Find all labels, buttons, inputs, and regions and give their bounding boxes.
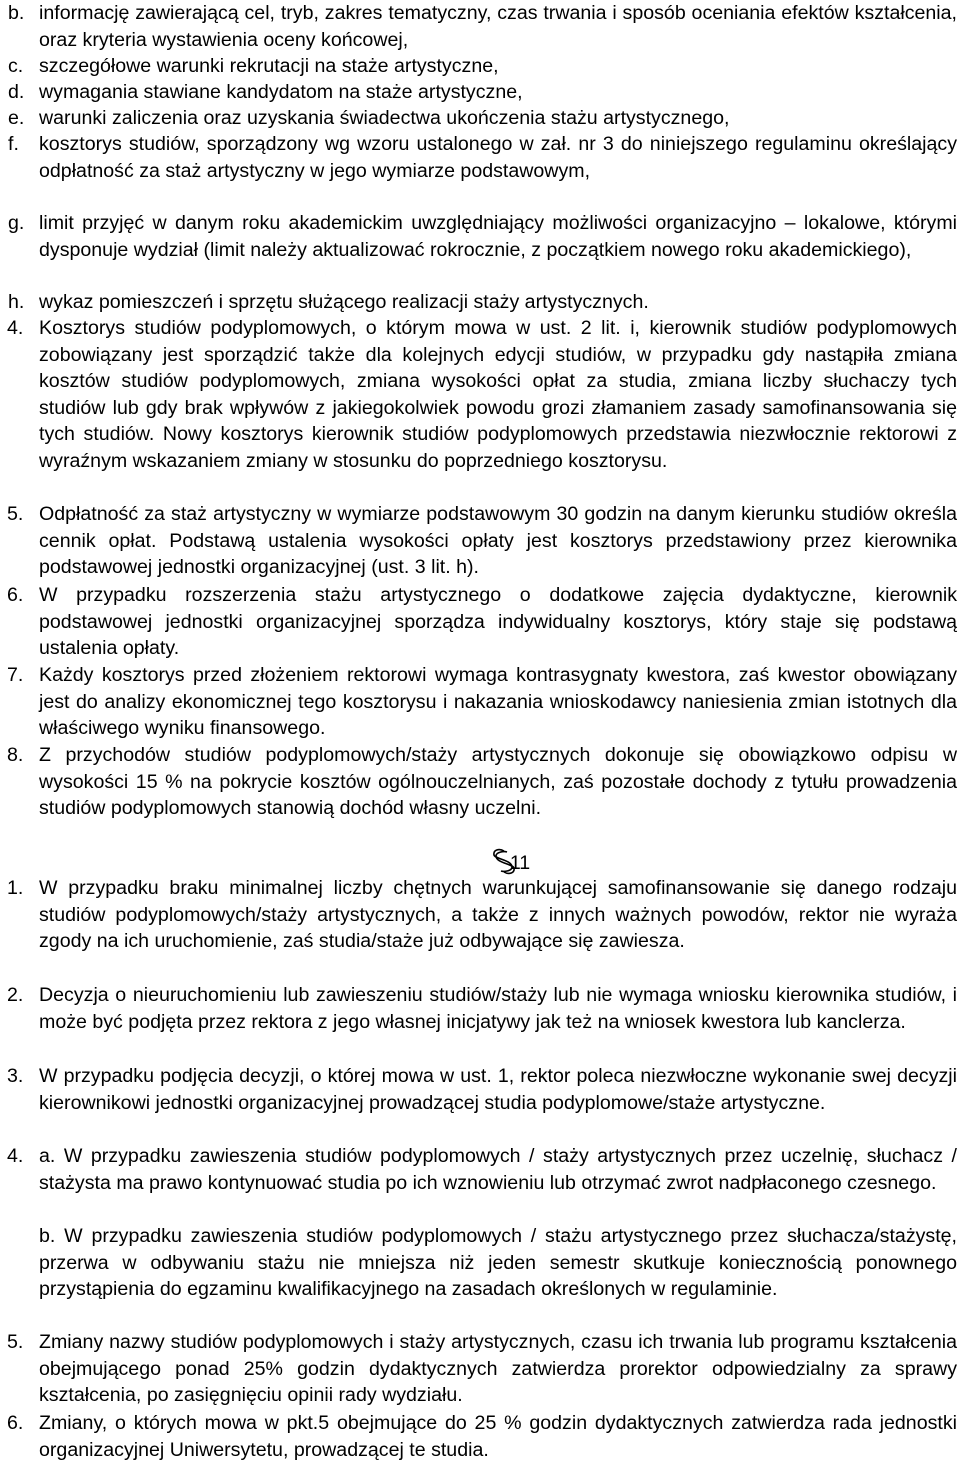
item-text: Decyzja o nieuruchomieniu lub zawieszeniu studiów/staży lub nie wymaga wniosku kierownika studiów, i może być podjęta przez rektora z jego własnej inicjatywy jak też na wniosek kwestora lub kanclerza. <box>39 984 957 1033</box>
list-item-4a <box>0 1143 960 1223</box>
list-item-e <box>0 105 960 132</box>
list-item-6b <box>0 1410 960 1464</box>
item-label: b. <box>8 2 25 24</box>
item-label: e. <box>8 107 25 129</box>
item-label: 4. <box>7 1145 24 1167</box>
list-item-6 <box>0 582 960 662</box>
item-text: Zmiany nazwy studiów podyplomowych i staży artystycznych, czasu ich trwania lub programu kształcenia obejmującego ponad 25% godzin dydaktycznych zatwierdza prorektor odpowiedzialny za sprawy kształcenia, po zasięgnięciu opinii rady wydziału. <box>39 1331 957 1406</box>
item-label: 3. <box>7 1065 24 1087</box>
item-label: 8. <box>7 744 24 766</box>
list-item-h <box>0 289 960 316</box>
item-label: 6. <box>7 1412 24 1434</box>
list-item-b <box>0 0 960 54</box>
item-label: c. <box>8 55 24 77</box>
item-text: a. W przypadku zawieszenia studiów podyplomowych / staży artystycznych przez uczelnię, słuchacz / stażysta ma prawo kontynuować studia po ich wznowieniu lub otrzymać zwrot nadpłaconego czesnego. <box>39 1145 957 1194</box>
list-item-g <box>0 210 960 290</box>
list-item-2 <box>0 982 960 1062</box>
list-item-1 <box>0 875 960 982</box>
list-item-5b <box>0 1329 960 1409</box>
list-item-3 <box>0 1063 960 1143</box>
item-text: Zmiany, o których mowa w pkt.5 obejmujące do 25 % godzin dydaktycznych zatwierdza rada jednostki organizacyjnej Uniwersytetu, prowadzącej te studia. <box>39 1412 957 1461</box>
list-item-8 <box>0 742 960 822</box>
list-item-7 <box>0 662 960 742</box>
item-text: wymagania stawiane kandydatom na staże artystyczne, <box>39 81 523 103</box>
item-text: Odpłatność za staż artystyczny w wymiarze podstawowym 30 godzin na danym kierunku studiów określa cennik opłat. Podstawą ustalenia wysokości opłaty jest kosztorys przedstawiony przez kierownika podstawowej jednostki organizacyjnej (ust. 3 lit. h). <box>39 503 957 578</box>
item-label: h. <box>8 291 25 313</box>
item-text: W przypadku podjęcia decyzji, o której mowa w ust. 1, rektor poleca niezwłoczne wykonanie swej decyzji kierownikowi jednostki organizacyjnej prowadzącej studia podyplomowe/staże artystyczne. <box>39 1065 957 1114</box>
item-text: Z przychodów studiów podyplomowych/staży artystycznych dokonuje się obowiązkowo odpisu w wysokości 15 % na pokrycie kosztów ogólnouczelnianych, zaś pozostałe dochody z tytułu prowadzenia studiów podyplomowych stanowią dochód własny uczelni. <box>39 744 957 819</box>
item-label: g. <box>8 212 25 234</box>
list-item-4 <box>0 315 960 501</box>
list-item-d <box>0 79 960 106</box>
item-text: szczegółowe warunki rekrutacji na staże artystyczne, <box>39 55 499 77</box>
list-item-f <box>0 131 960 211</box>
section-heading <box>0 850 960 877</box>
section-number: 11 <box>509 852 531 874</box>
item-label: f. <box>8 133 19 155</box>
list-item-5 <box>0 501 960 581</box>
item-text: warunki zaliczenia oraz uzyskania świadectwa ukończenia stażu artystycznego, <box>39 107 730 129</box>
item-text: W przypadku rozszerzenia stażu artystycznego o dodatkowe zajęcia dydaktyczne, kierownik podstawowej jednostki organizacyjnej sporządza indywidualny kosztorys, który staje się podstawą ustalenia opłaty. <box>39 584 957 659</box>
item-text: Każdy kosztorys przed złożeniem rektorowi wymaga kontrasygnaty kwestora, zaś kwestor obowiązany jest do analizy ekonomicznej tego kosztorysu i nakazania wnioskodawcy naniesienia zmian istotnych dla właściwego wyniku finansowego. <box>39 664 957 739</box>
item-label: 2. <box>7 984 24 1006</box>
item-label: 6. <box>7 584 24 606</box>
item-text: b. W przypadku zawieszenia studiów podyplomowych / stażu artystycznego przez słuchacza/stażystę, przerwa w odbywaniu stażu nie mniejsza niż jeden semestr skutkuje koniecznością ponownego przystąpienia do egzaminu kwalifikacyjnego na zasadach określonych w regulaminie. <box>39 1225 957 1300</box>
item-label: 1. <box>7 877 24 899</box>
list-item-4b <box>0 1223 960 1330</box>
item-label: 5. <box>7 503 24 525</box>
item-label: 5. <box>7 1331 24 1353</box>
item-label: d. <box>8 81 25 103</box>
item-text: wykaz pomieszczeń i sprzętu służącego realizacji staży artystycznych. <box>39 291 649 313</box>
item-text: Kosztorys studiów podyplomowych, o którym mowa w ust. 2 lit. i, kierownik studiów podyplomowych zobowiązany jest sporządzić także dla kolejnych edycji studiów, w przypadku gdy nastąpiła zmiana kosztów studiów podyplomowych, zmiana wysokości opłat za studia, zmiana liczby słuchaczy tych studiów lub gdy brak wpływów z jakiegokolwiek powodu grozi złamaniem zasady samofinansowania się tych studiów. Nowy kosztorys kierownik studiów podyplomowych przedstawia niezwłocznie rektorowi z wyraźnym wskazaniem zmiany w stosunku do poprzedniego kosztorysu. <box>39 317 957 472</box>
item-label: 4. <box>7 317 24 339</box>
item-label: 7. <box>7 664 24 686</box>
item-text: limit przyjęć w danym roku akademickim uwzględniający możliwości organizacyjno – lokalowe, którymi dysponuje wydział (limit należy aktualizować rokrocznie, z początkiem nowego roku akademickiego), <box>39 212 957 261</box>
list-item-c <box>0 53 960 80</box>
item-text: informację zawierającą cel, tryb, zakres tematyczny, czas trwania i sposób oceniania efektów kształcenia, oraz kryteria wystawienia oceny końcowej, <box>39 2 957 51</box>
item-text: kosztorys studiów, sporządzony wg wzoru ustalonego w zał. nr 3 do niniejszego regulaminu określający odpłatność za staż artystyczny w jego wymiarze podstawowym, <box>39 133 957 182</box>
item-text: W przypadku braku minimalnej liczby chętnych warunkującej samofinansowanie się danego rodzaju studiów podyplomowych/staży artystycznych, a także z innych ważnych powodów, rektor nie wyraża zgody na ich uruchomienie, zaś studia/staże już odbywające się zawiesza. <box>39 877 957 952</box>
